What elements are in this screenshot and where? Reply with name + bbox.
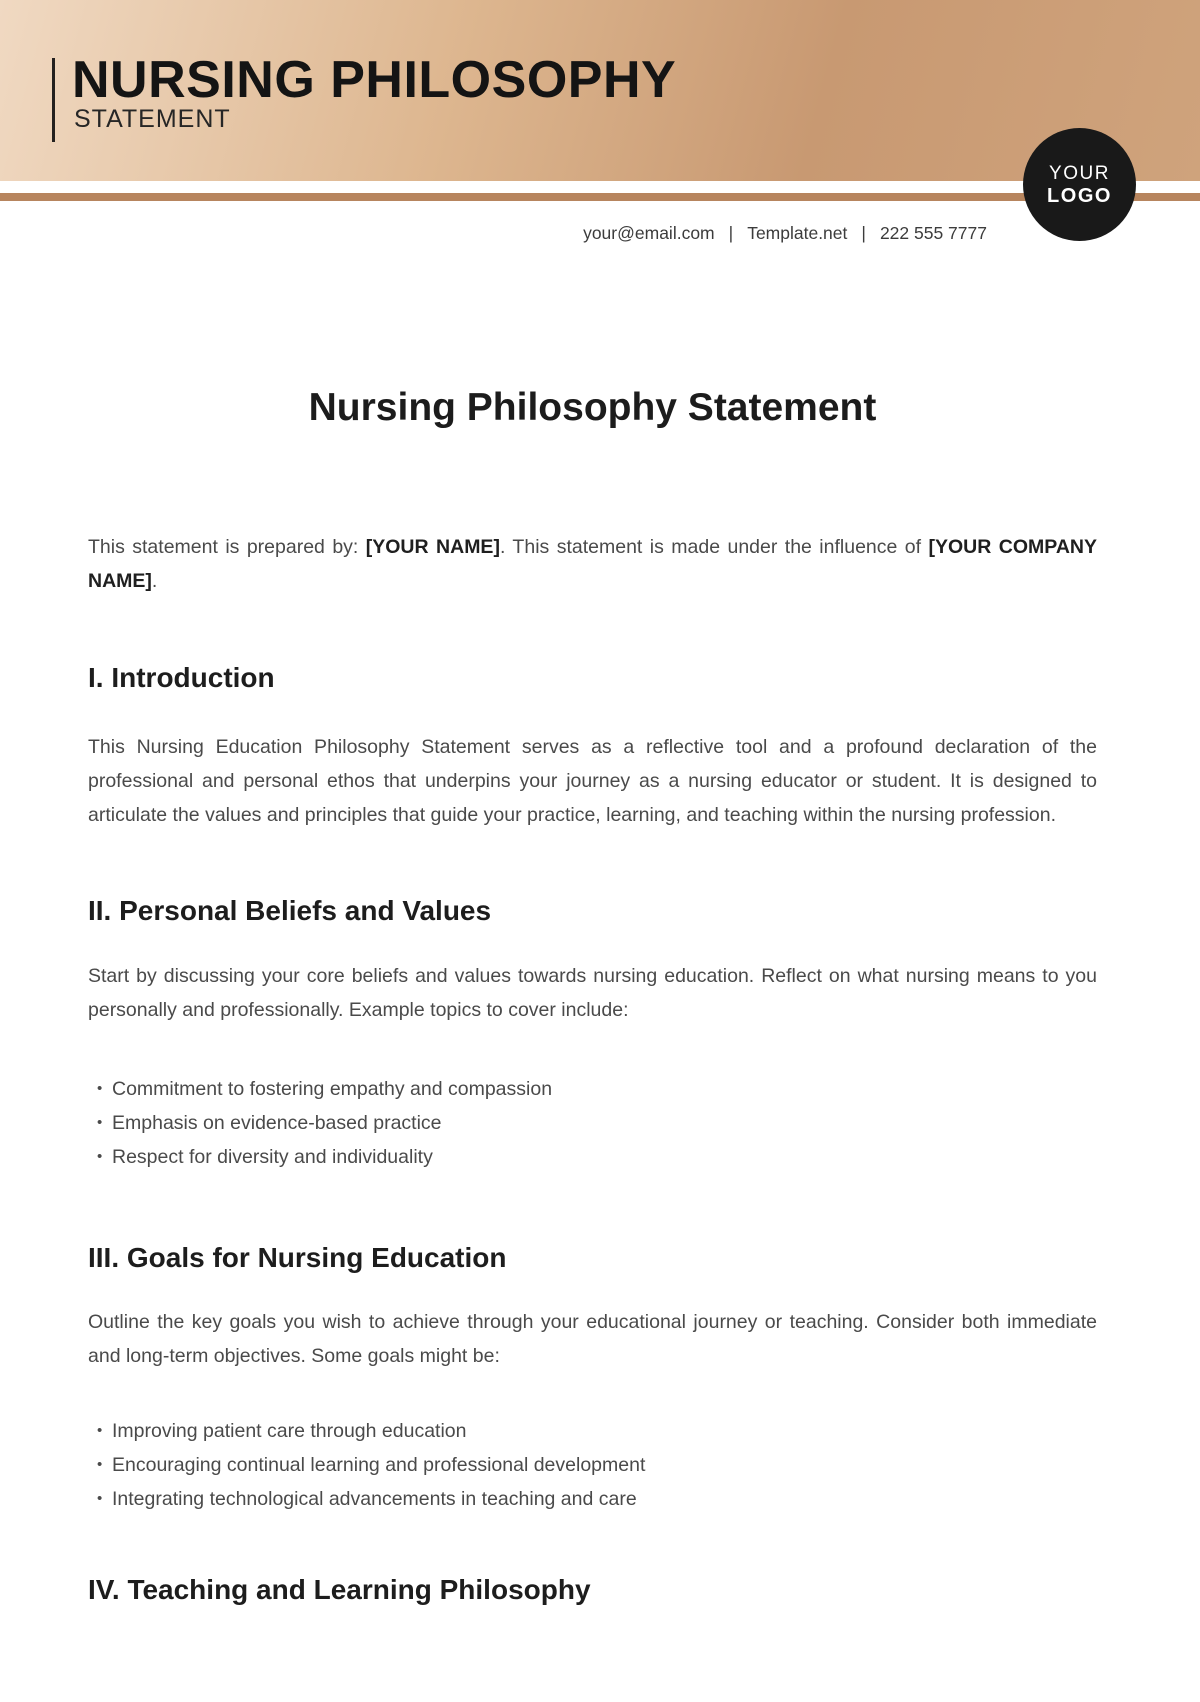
- logo-text-logo: LOGO: [1047, 184, 1112, 207]
- section-heading-personal-beliefs: II. Personal Beliefs and Values: [88, 895, 492, 926]
- contact-phone: 222 555 7777: [879, 223, 987, 243]
- list-item: [97, 1106, 1097, 1140]
- intro-statement: [88, 530, 1097, 598]
- header-subtitle: STATEMENT: [74, 105, 231, 133]
- list-item: [97, 1482, 1097, 1516]
- copper-divider-rule: [0, 193, 1200, 201]
- intro-pre: This statement is prepared by:: [88, 536, 366, 558]
- contact-email: your@email.com: [583, 223, 715, 243]
- company-name-placeholder: [YOUR COMPANY NAME]: [88, 536, 1097, 592]
- your-name-placeholder: [YOUR NAME]: [365, 536, 500, 558]
- list-item: [97, 1072, 1097, 1106]
- header-banner: [0, 0, 1200, 181]
- logo-text-your: YOUR: [1049, 162, 1110, 184]
- section-heading-teaching-learning: IV. Teaching and Learning Philosophy: [88, 1574, 591, 1605]
- section-heading-goals: III. Goals for Nursing Education: [88, 1242, 507, 1273]
- page-header: [0, 0, 1200, 260]
- list-item: [97, 1448, 1097, 1482]
- contact-separator: |: [728, 223, 734, 243]
- bullet-icon: •: [97, 1080, 103, 1097]
- intro-end: .: [151, 570, 158, 592]
- list-item-text: Respect for diversity and individuality: [112, 1146, 433, 1168]
- list-item-text: Integrating technological advancements in teaching and care: [112, 1488, 637, 1510]
- section-body-goals: Outline the key goals you wish to achieve through your educational journey or teaching. Consider both immediate and long-term objectives. Some goals might be:: [88, 1311, 1097, 1367]
- beliefs-bullet-list: [88, 1072, 1097, 1174]
- contact-website: Template.net: [747, 223, 848, 243]
- bullet-icon: •: [97, 1490, 103, 1507]
- list-item-text: Commitment to fostering empathy and compassion: [112, 1078, 553, 1100]
- goals-bullet-list: [88, 1414, 1097, 1516]
- section-body-personal-beliefs: Start by discussing your core beliefs and values towards nursing education. Reflect on what nursing means to you personally and professionally. Example topics to cover include:: [88, 965, 1097, 1021]
- bullet-icon: •: [97, 1148, 103, 1165]
- intro-mid: . This statement is made under the influence of: [499, 536, 929, 558]
- section-heading-introduction: I. Introduction: [88, 662, 275, 693]
- document-body: [0, 384, 1200, 1609]
- bullet-icon: •: [97, 1422, 103, 1439]
- contact-separator: |: [861, 223, 866, 243]
- list-item: [97, 1414, 1097, 1448]
- title-accent-bar: [52, 58, 55, 142]
- document-title: Nursing Philosophy Statement: [308, 386, 877, 429]
- list-item-text: Emphasis on evidence-based practice: [112, 1112, 442, 1134]
- bullet-icon: •: [97, 1456, 103, 1473]
- list-item: [97, 1140, 1097, 1174]
- logo-badge: [1023, 128, 1136, 241]
- list-item-text: Encouraging continual learning and professional development: [112, 1454, 646, 1476]
- header-title: NURSING PHILOSOPHY: [72, 51, 677, 109]
- section-body-introduction: This Nursing Education Philosophy Statement serves as a reflective tool and a profound declaration of the professional and personal ethos that underpins your journey as a nursing educator or student. It is designed to articulate the values and principles that guide your practice, learning, and teaching within the nursing profession.: [88, 736, 1097, 826]
- bullet-icon: •: [97, 1114, 103, 1131]
- contact-line: [583, 220, 987, 246]
- list-item-text: Improving patient care through education: [112, 1420, 467, 1442]
